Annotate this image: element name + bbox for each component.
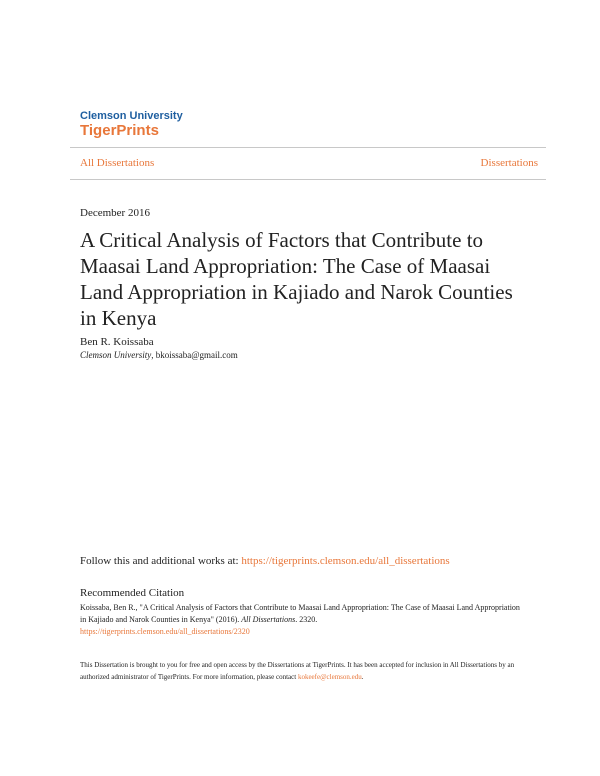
all-dissertations-link[interactable]: All Dissertations: [80, 157, 155, 169]
citation-part2: . 2320.: [295, 615, 318, 624]
contact-email-link[interactable]: kokeefe@clemson.edu: [297, 672, 362, 681]
citation-link[interactable]: https://tigerprints.clemson.edu/all_dissertations/2320: [80, 627, 250, 636]
recommended-citation-heading: Recommended Citation: [80, 587, 185, 599]
author-name: Ben R. Koissaba: [80, 336, 154, 348]
affiliation-institution: Clemson University: [80, 350, 152, 360]
follow-line: [80, 555, 450, 567]
author-affiliation: [80, 350, 238, 360]
bottom-divider: [70, 179, 546, 180]
follow-text: Follow this and additional works at:: [80, 555, 242, 567]
notice-end: .: [361, 672, 364, 681]
document-title: A Critical Analysis of Factors that Contribute to Maasai Land Appropriation: The Case of Maasai Land Appropriation in Kajiado and Narok Counties in Kenya: [80, 228, 513, 330]
notice-text: This Dissertation is brought to you for free and open access by the Dissertations at TigerPrints. It has been accepted for inclusion in All Dissertations by an authorized administrator of TigerPrints. For more information, please contact: [80, 661, 515, 681]
access-notice: [80, 660, 520, 683]
follow-link[interactable]: https://tigerprints.clemson.edu/all_dissertations: [241, 555, 450, 567]
author-email: bkoissaba@gmail.com: [155, 350, 238, 360]
publication-date: December 2016: [80, 207, 150, 219]
top-divider: [70, 147, 546, 148]
citation-part1: Koissaba, Ben R., "A Critical Analysis of Factors that Contribute to Maasai Land Appropriation: The Case of Maasai Land Appropriation in Kajiado and Narok Counties in Kenya" (2016).: [80, 603, 520, 624]
citation-journal: All Dissertations: [241, 615, 296, 624]
institution-name: Clemson University: [80, 110, 183, 122]
dissertations-link[interactable]: Dissertations: [480, 157, 538, 169]
affiliation-separator: ,: [151, 350, 156, 360]
citation-text: [80, 602, 520, 638]
repository-name[interactable]: TigerPrints: [80, 122, 159, 139]
